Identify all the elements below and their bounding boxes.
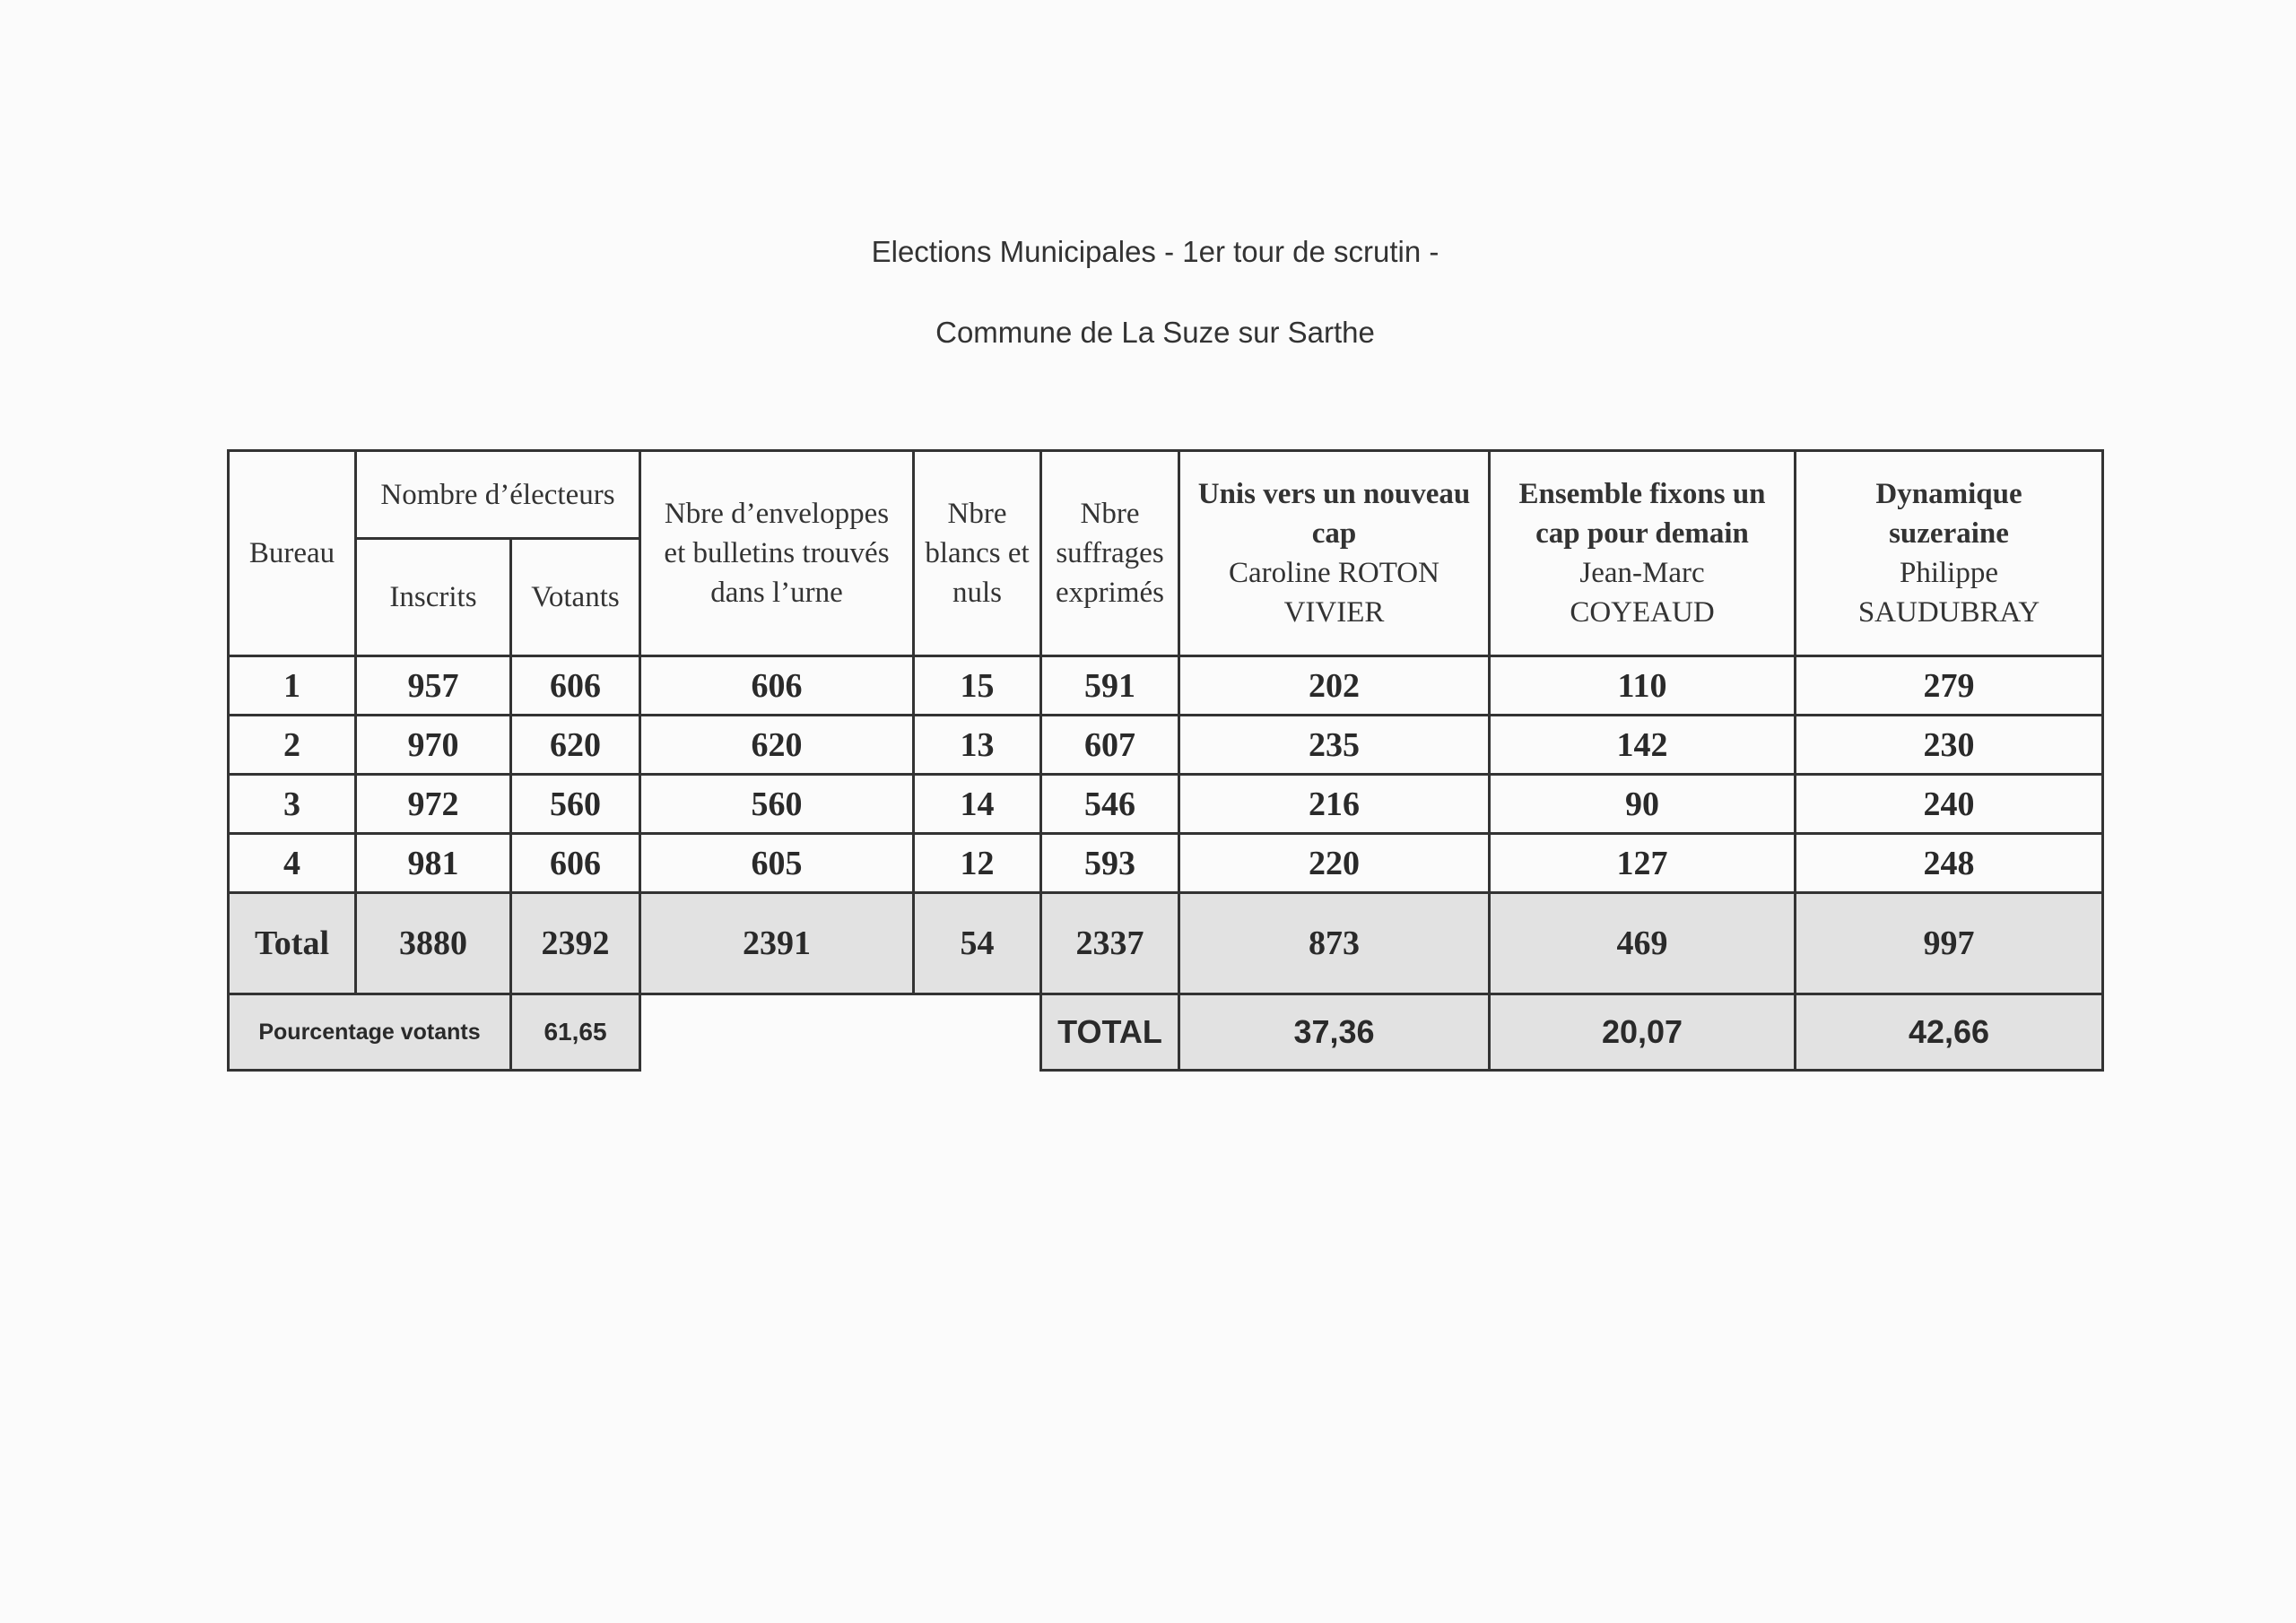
table-row xyxy=(229,775,2103,834)
total-cell: 2391 xyxy=(640,893,914,994)
candidate-name: Philippe xyxy=(1899,557,1998,589)
header-inscrits: Inscrits xyxy=(356,539,511,656)
document-subtitle: Commune de La Suze sur Sarthe xyxy=(935,316,1375,349)
header-line: et bulletins trouvés xyxy=(664,537,890,569)
percent-votants-value: 61,65 xyxy=(511,994,640,1071)
total-cell: 873 xyxy=(1179,893,1490,994)
table-cell: 110 xyxy=(1490,656,1796,716)
percent-candidate-3: 42,66 xyxy=(1796,994,2103,1071)
header-line: Nbre xyxy=(1080,498,1140,530)
candidate-name: VIVIER xyxy=(1283,596,1385,629)
table-cell: 606 xyxy=(640,656,914,716)
table-cell: 957 xyxy=(356,656,511,716)
header-exprimes xyxy=(1041,451,1179,656)
table-cell: 605 xyxy=(640,834,914,893)
header-blancs xyxy=(914,451,1041,656)
header-bureau: Bureau xyxy=(229,451,356,656)
header-line: Nbre d’enveloppes xyxy=(664,498,890,530)
table-cell: 620 xyxy=(640,716,914,775)
total-row xyxy=(229,893,2103,994)
header-votants: Votants xyxy=(511,539,640,656)
header-line: exprimés xyxy=(1056,577,1164,609)
table-cell: 230 xyxy=(1796,716,2103,775)
table-cell: 279 xyxy=(1796,656,2103,716)
table-cell: 606 xyxy=(511,834,640,893)
candidate-name: SAUDUBRAY xyxy=(1857,596,2040,629)
percent-candidate-2: 20,07 xyxy=(1490,994,1796,1071)
table-cell: 560 xyxy=(511,775,640,834)
bureau-number: 1 xyxy=(229,656,356,716)
table-cell: 90 xyxy=(1490,775,1796,834)
table-cell: 15 xyxy=(914,656,1041,716)
list-name: cap pour demain xyxy=(1535,517,1749,550)
table-cell: 972 xyxy=(356,775,511,834)
document-title: Elections Municipales - 1er tour de scrutin - xyxy=(871,235,1439,268)
bureau-number: 4 xyxy=(229,834,356,893)
header-line: Nbre xyxy=(947,498,1007,530)
table-cell: 620 xyxy=(511,716,640,775)
table-row xyxy=(229,834,2103,893)
empty-gap xyxy=(640,994,1041,1071)
list-name: suzeraine xyxy=(1889,517,2009,550)
header-enveloppes xyxy=(640,451,914,656)
header-line: dans l’urne xyxy=(710,577,843,609)
table-cell: 981 xyxy=(356,834,511,893)
table-cell: 14 xyxy=(914,775,1041,834)
header-candidate-1 xyxy=(1179,451,1490,656)
header-electeurs: Nombre d’électeurs xyxy=(356,451,640,539)
list-name: Dynamique xyxy=(1875,478,2022,510)
header-line: nuls xyxy=(952,577,1002,609)
table-cell: 546 xyxy=(1041,775,1179,834)
candidate-name: Caroline ROTON xyxy=(1229,557,1439,589)
table-cell: 970 xyxy=(356,716,511,775)
table-cell: 220 xyxy=(1179,834,1490,893)
candidate-name: COYEAUD xyxy=(1570,596,1715,629)
table-cell: 593 xyxy=(1041,834,1179,893)
table-cell: 607 xyxy=(1041,716,1179,775)
table-cell: 248 xyxy=(1796,834,2103,893)
header-candidate-3 xyxy=(1796,451,2103,656)
table-cell: 13 xyxy=(914,716,1041,775)
total-cell: 54 xyxy=(914,893,1041,994)
table-cell: 606 xyxy=(511,656,640,716)
header-candidate-2 xyxy=(1490,451,1796,656)
total-cell: 469 xyxy=(1490,893,1796,994)
percent-candidate-1: 37,36 xyxy=(1179,994,1490,1071)
total-cell: 2392 xyxy=(511,893,640,994)
total-cell: 2337 xyxy=(1041,893,1179,994)
header-line: blancs et xyxy=(925,537,1030,569)
table-row xyxy=(229,656,2103,716)
bureau-number: 3 xyxy=(229,775,356,834)
table-cell: 591 xyxy=(1041,656,1179,716)
table-cell: 240 xyxy=(1796,775,2103,834)
list-name: Ensemble fixons un xyxy=(1518,478,1766,510)
bureau-number: 2 xyxy=(229,716,356,775)
table-row xyxy=(229,716,2103,775)
table-cell: 560 xyxy=(640,775,914,834)
table-cell: 202 xyxy=(1179,656,1490,716)
total-cell: 3880 xyxy=(356,893,511,994)
table-cell: 142 xyxy=(1490,716,1796,775)
total-cell: 997 xyxy=(1796,893,2103,994)
table-cell: 12 xyxy=(914,834,1041,893)
percent-votants-label: Pourcentage votants xyxy=(229,994,511,1071)
header-line: suffrages xyxy=(1056,537,1164,569)
results-table xyxy=(227,449,2104,1072)
candidate-name: Jean-Marc xyxy=(1579,557,1705,589)
list-name: cap xyxy=(1311,517,1357,550)
total-label: Total xyxy=(229,893,356,994)
list-name: Unis vers un nouveau xyxy=(1197,478,1471,510)
percent-total-label: TOTAL xyxy=(1041,994,1179,1071)
table-cell: 216 xyxy=(1179,775,1490,834)
table-cell: 235 xyxy=(1179,716,1490,775)
table-cell: 127 xyxy=(1490,834,1796,893)
